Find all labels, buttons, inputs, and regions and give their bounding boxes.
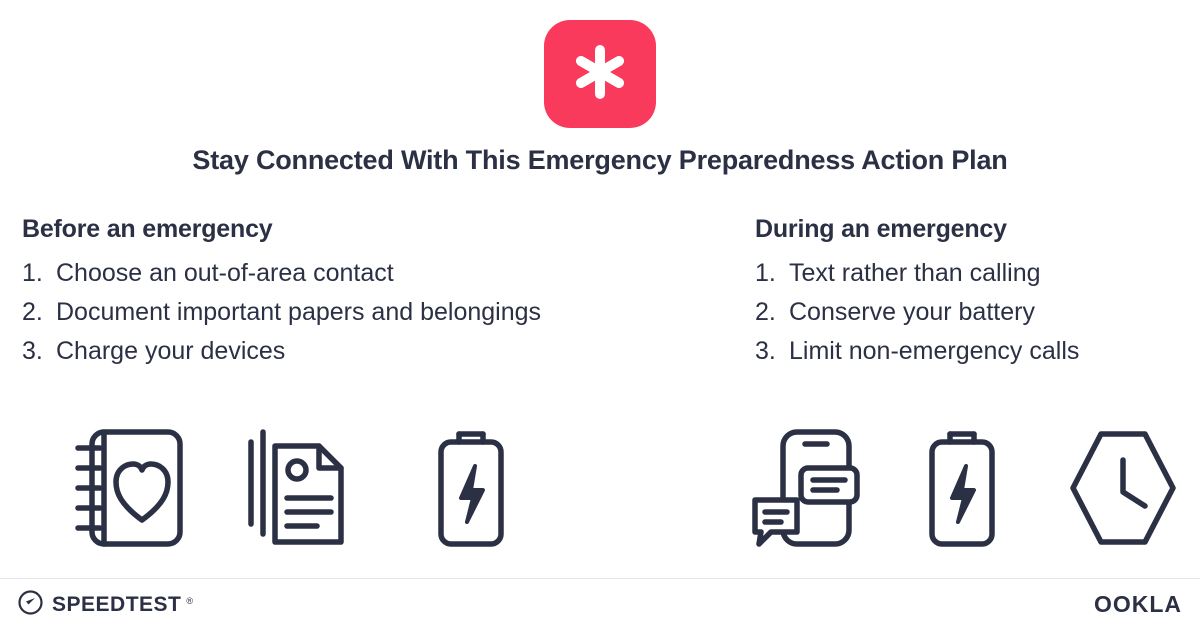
documents-stack-icon (241, 418, 360, 558)
list-item-number: 2. (755, 298, 776, 326)
battery-charge-icon (411, 418, 530, 558)
speedtest-badge (544, 20, 656, 128)
speedtest-asterisk-icon (569, 41, 631, 108)
notebook-heart-icon (70, 418, 189, 558)
column-before-emergency (0, 215, 755, 371)
list-item-label: Charge your devices (56, 337, 286, 365)
speedtest-brand (18, 590, 193, 620)
list-item-label: Conserve your battery (789, 298, 1035, 326)
list-item (755, 293, 1200, 332)
list-item (22, 293, 755, 332)
list-item (755, 254, 1200, 293)
icon-row-before (70, 418, 530, 558)
footer (0, 578, 1200, 630)
list-item-number: 1. (755, 259, 776, 287)
list-item-label: Document important papers and belongings (56, 298, 542, 326)
column-during-emergency (755, 215, 1200, 371)
list-item-number: 3. (755, 337, 776, 365)
battery-charge-icon (911, 418, 1013, 558)
list-item-label: Text rather than calling (789, 259, 1041, 287)
brand-name: SPEEDTEST (52, 592, 182, 616)
list-item (22, 332, 755, 371)
list-item-label: Choose an out-of-area contact (56, 259, 394, 287)
list-item-label: Limit non-emergency calls (789, 337, 1080, 365)
page-title: Stay Connected With This Emergency Preparedness Action Plan (192, 145, 1008, 175)
list-item-number: 3. (22, 337, 43, 365)
columns-container (0, 215, 1200, 371)
column-title-during: During an emergency (755, 215, 1007, 243)
list-item (755, 332, 1200, 371)
icon-row-during (745, 418, 1185, 558)
list-item-number: 1. (22, 259, 43, 287)
column-title-before: Before an emergency (22, 215, 273, 243)
list-before-emergency (22, 254, 755, 371)
speedtest-gauge-icon (18, 590, 43, 620)
list-item-number: 2. (22, 298, 43, 326)
phone-message-icon (745, 418, 863, 558)
brand-trademark: ® (186, 595, 194, 606)
logo-area (0, 20, 1200, 128)
hexagon-clock-icon (1061, 418, 1185, 558)
ookla-brand (1094, 591, 1182, 618)
list-during-emergency (755, 254, 1200, 371)
company-name: OOKLA (1093, 591, 1182, 617)
list-item (22, 254, 755, 293)
